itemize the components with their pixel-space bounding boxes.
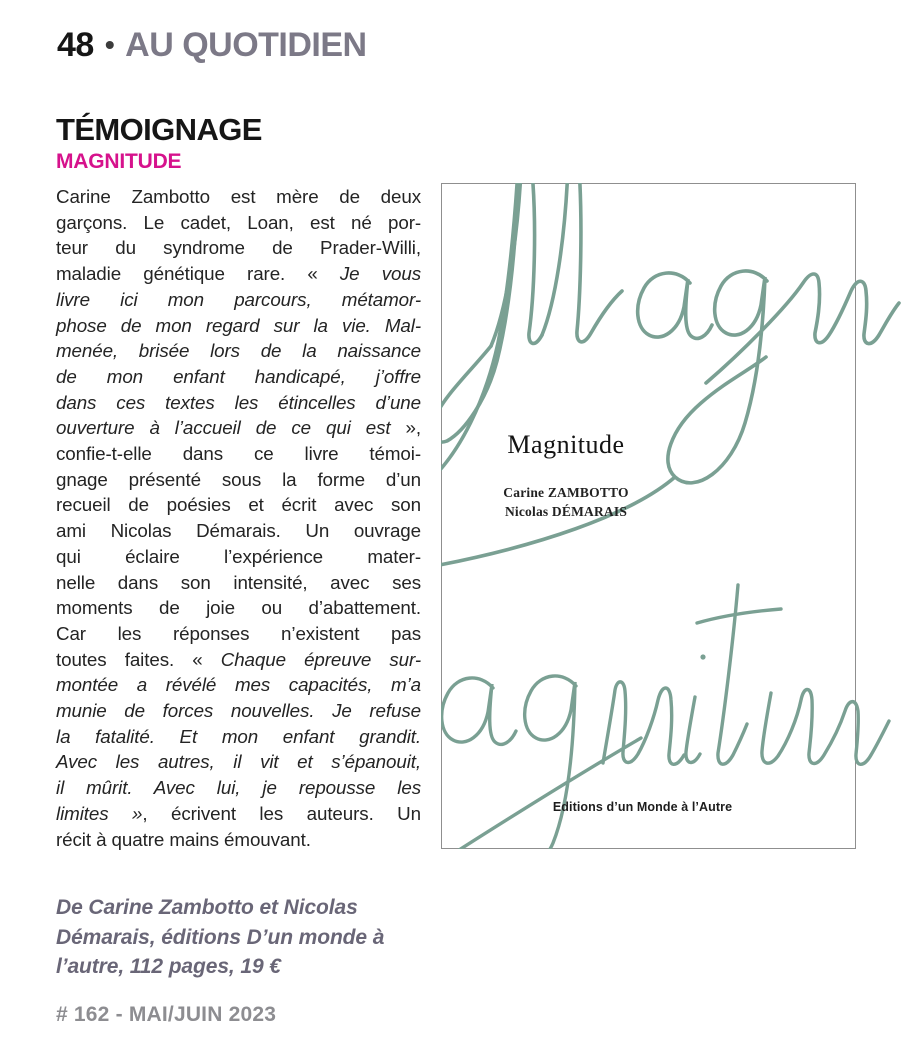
body-line: Car les réponses n’existent pas <box>56 622 421 644</box>
body-line: teur du syndrome de Prader-Willi, <box>56 237 421 259</box>
body-line: ouverture à l’accueil de ce qui est », <box>56 417 421 439</box>
credit-note <box>56 893 436 982</box>
body-line: gnage présenté sous la forme d’un <box>56 468 421 490</box>
body-line: livre ici mon parcours, métamor- <box>56 288 421 310</box>
body-line: recueil de poésies et écrit avec son <box>56 494 421 516</box>
credit-line: Démarais, éditions D’un monde à <box>56 925 385 949</box>
body-line: dans ces textes les étincelles d’une <box>56 391 421 413</box>
body-line: maladie génétique rare. « Je vous <box>56 263 421 285</box>
article-title: MAGNITUDE <box>56 150 182 173</box>
credit-line: l’autre, 112 pages, 19 € <box>56 955 281 978</box>
cover-author: Carine ZAMBOTTO <box>503 485 629 500</box>
body-line: récit à quatre mains émouvant. <box>56 828 311 850</box>
body-line: limites », écrivent les auteurs. Un <box>56 802 421 824</box>
article-body <box>56 184 421 852</box>
body-line: garçons. Le cadet, Loan, est né por- <box>56 211 421 233</box>
bullet-separator: • <box>104 29 115 60</box>
cover-authors <box>482 483 650 521</box>
body-line: confie-t-elle dans ce livre témoi- <box>56 443 421 465</box>
body-line: Avec les autres, il vit et s’épanouit, <box>56 751 421 773</box>
section-title: AU QUOTIDIEN <box>125 26 367 64</box>
body-line: moments de joie ou d’abattement. <box>56 597 421 619</box>
body-line: qui éclaire l’expérience mater- <box>56 545 421 567</box>
body-line: nelle dans son intensité, avec ses <box>56 571 421 593</box>
issue-footer: # 162 - MAI/JUIN 2023 <box>56 1003 277 1026</box>
page-header <box>57 27 367 64</box>
article-kicker: TÉMOIGNAGE <box>56 112 262 147</box>
credit-line: De Carine Zambotto et Nicolas <box>56 896 358 919</box>
cover-title: Magnitude <box>507 430 625 459</box>
body-line: menée, brisée lors de la naissance <box>56 340 421 362</box>
body-line: de mon enfant handicapé, j’offre <box>56 365 421 387</box>
book-cover <box>441 183 856 849</box>
body-line: montée a révélé mes capacités, m’a <box>56 674 421 696</box>
cover-author: Nicolas DÉMARAIS <box>504 504 628 519</box>
page-number: 48 <box>57 26 94 64</box>
body-line: il mûrit. Avec lui, je repousse les <box>56 777 421 799</box>
body-line: Carine Zambotto est mère de deux <box>56 186 421 207</box>
body-line: ami Nicolas Démarais. Un ouvrage <box>56 520 421 542</box>
body-line: phose de mon regard sur la vie. Mal- <box>56 314 421 336</box>
body-line: la fatalité. Et mon enfant grandit. <box>56 725 421 747</box>
body-line: toutes faites. « Chaque épreuve sur- <box>56 648 422 670</box>
cover-publisher: Editions d’un Monde à l’Autre <box>552 800 733 814</box>
body-line: munie de forces nouvelles. Je refuse <box>56 700 421 722</box>
